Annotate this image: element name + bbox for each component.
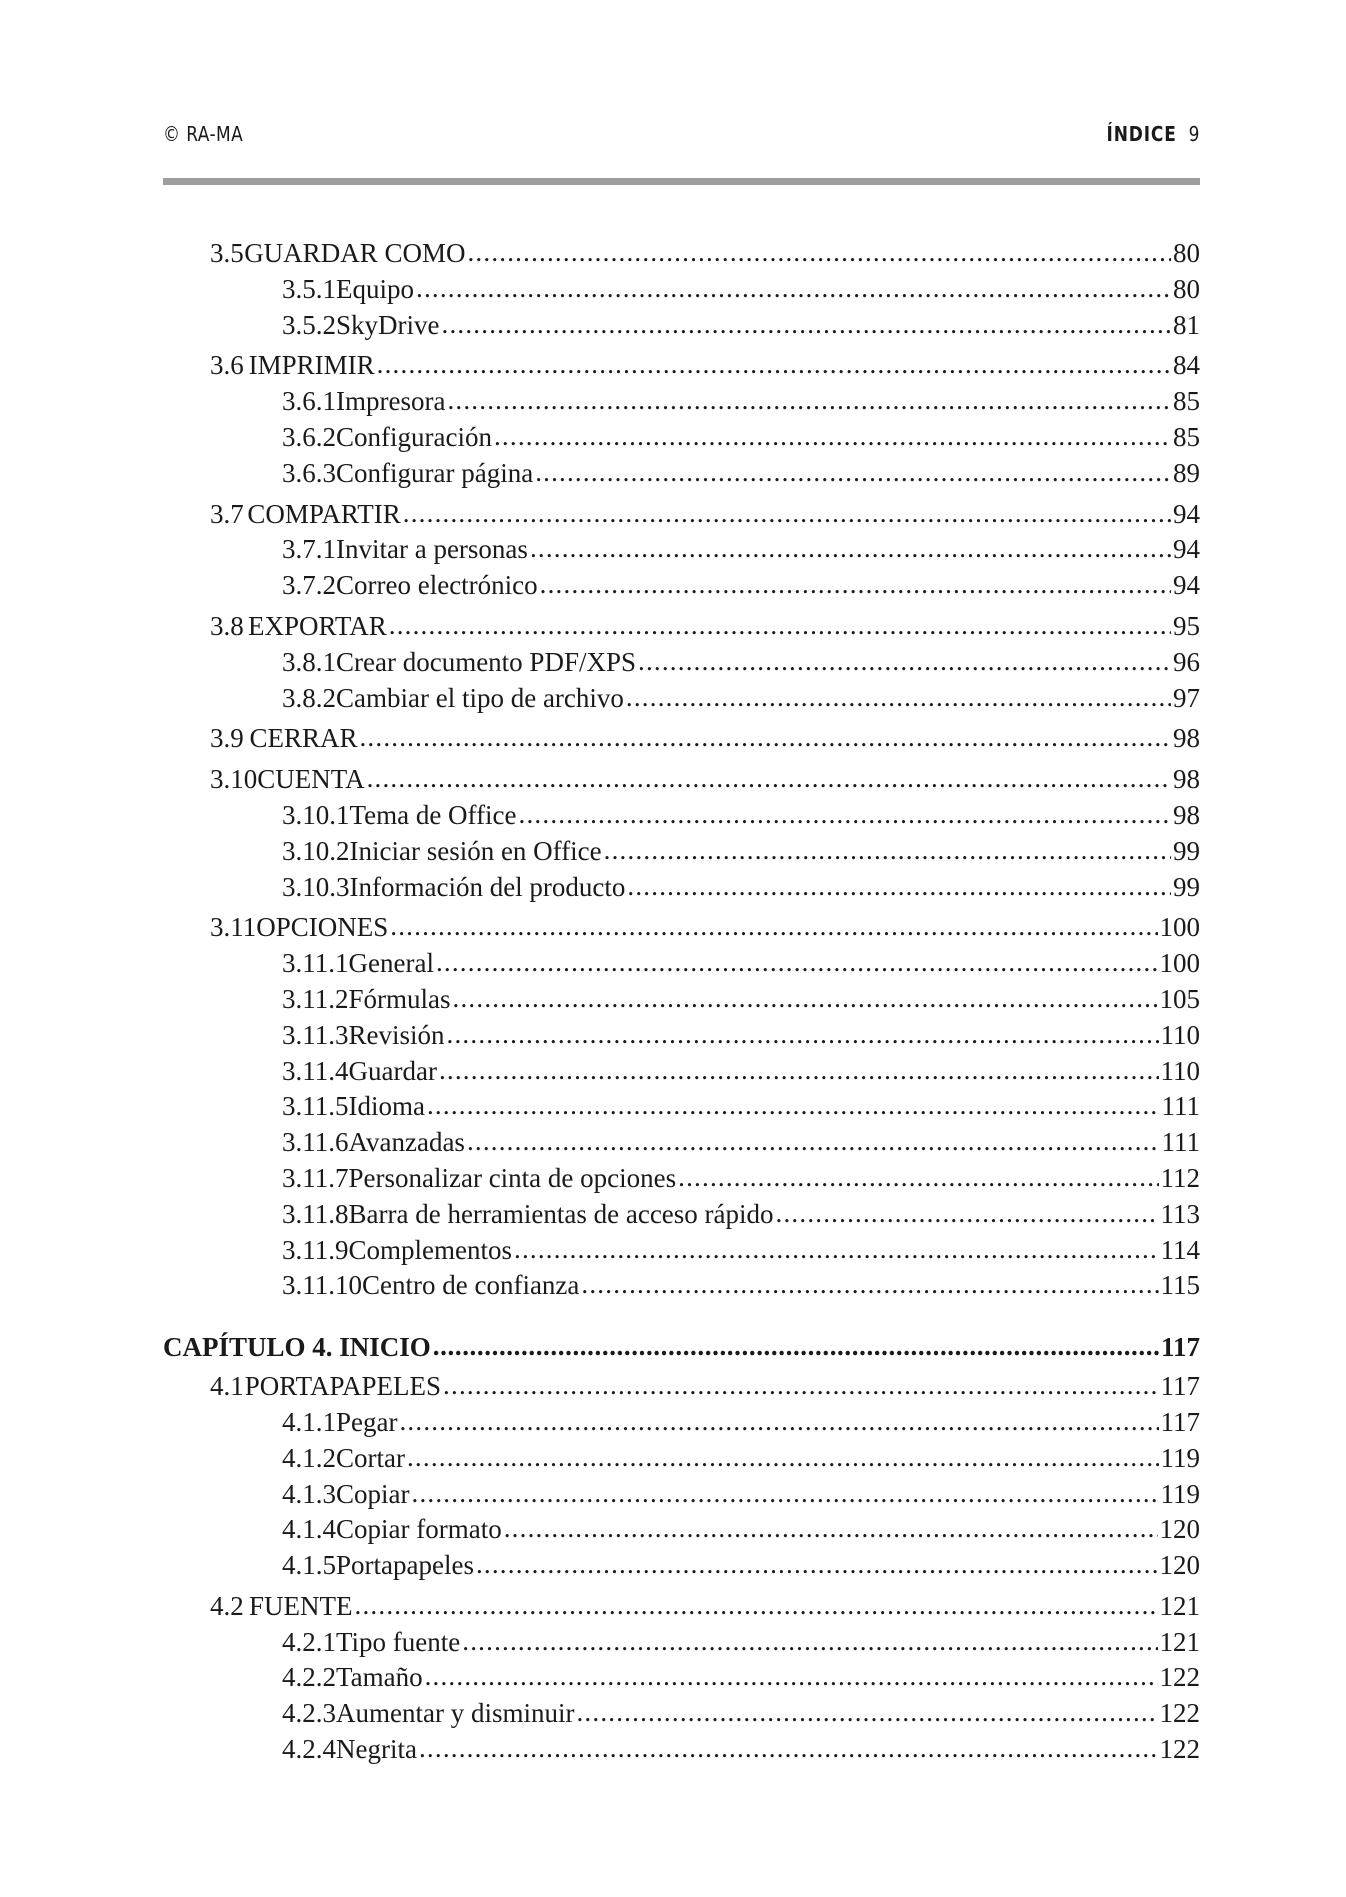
- dot-leader: [412, 1476, 1159, 1512]
- toc-entry-title: Guardar: [348, 1055, 437, 1086]
- dot-leader: [355, 1588, 1158, 1624]
- dot-leader: [377, 347, 1171, 383]
- toc-entry-page: 117: [1160, 1332, 1200, 1363]
- toc-entry-page: 121: [1159, 1590, 1200, 1621]
- toc-entry-title: Cambiar el tipo de archivo: [336, 682, 624, 713]
- toc-entry-page: 80: [1173, 238, 1200, 268]
- dot-leader: [433, 1327, 1159, 1365]
- toc-entry-number: 3.11.2: [282, 983, 349, 1014]
- toc-entry-title: Impresora: [336, 386, 446, 417]
- dot-leader: [389, 608, 1171, 644]
- toc-entry-number: 4.2.1: [282, 1626, 336, 1657]
- toc-entry-page: 120: [1159, 1550, 1200, 1581]
- toc-entry-page: 98: [1173, 723, 1200, 754]
- toc-entry[interactable]: [163, 1268, 1200, 1304]
- dot-leader: [447, 383, 1171, 419]
- page-number: 9: [1188, 122, 1200, 146]
- toc-entry[interactable]: [163, 384, 1200, 420]
- header-right: [1106, 122, 1200, 146]
- toc-entry-number: 3.7.1: [282, 534, 336, 565]
- toc-entry-page: 105: [1159, 983, 1200, 1014]
- running-header: [163, 116, 1200, 152]
- toc-entry[interactable]: [163, 236, 1200, 272]
- toc-entry-title: Avanzadas: [348, 1127, 465, 1158]
- toc-entry-title: Configurar página: [336, 457, 534, 488]
- dot-leader: [439, 1053, 1159, 1089]
- toc-entry-title: Correo electrónico: [336, 570, 538, 601]
- dot-leader: [462, 1624, 1157, 1660]
- dot-leader: [442, 307, 1172, 343]
- toc-entry[interactable]: [163, 1732, 1200, 1768]
- toc-entry-title: Copiar: [336, 1478, 410, 1509]
- dot-leader: [447, 1017, 1159, 1053]
- toc-entry-number: 3.7.2: [282, 570, 336, 601]
- toc-entry-page: 84: [1173, 350, 1200, 381]
- toc-entry-number: 4.2.2: [282, 1662, 336, 1693]
- dot-leader: [638, 644, 1171, 680]
- toc-entry[interactable]: [163, 762, 1200, 798]
- toc-entry-title: Aumentar y disminuir: [336, 1698, 575, 1729]
- dot-leader: [627, 869, 1171, 905]
- toc-entry-page: 96: [1173, 646, 1200, 677]
- toc-entry-number: 3.9: [210, 723, 244, 754]
- toc-entry-page: 95: [1173, 610, 1200, 641]
- toc-entry-page: 110: [1160, 1019, 1200, 1050]
- dot-leader: [626, 680, 1171, 716]
- toc-entry-number: 4.1.1: [282, 1406, 336, 1437]
- publisher-mark: © RA-MA: [163, 122, 244, 146]
- toc-entry-page: 98: [1173, 799, 1200, 830]
- toc-entry[interactable]: [163, 1441, 1200, 1477]
- toc-entry-number: 3.11.6: [282, 1127, 349, 1158]
- toc-entry-title: Centro de confianza: [362, 1270, 580, 1301]
- toc-entry-title: EXPORTAR: [248, 610, 387, 641]
- toc-entry-page: 97: [1173, 682, 1200, 713]
- toc-entry-title: Tamaño: [336, 1662, 423, 1693]
- toc-entry[interactable]: [163, 1625, 1200, 1661]
- dot-leader: [416, 271, 1171, 307]
- toc-entry-number: 4.1: [210, 1371, 244, 1402]
- toc-entry[interactable]: [163, 1197, 1200, 1233]
- toc-entry-title: Crear documento PDF/XPS: [336, 646, 636, 677]
- toc-entry-number: 3.6: [210, 350, 244, 381]
- toc-entry-page: 89: [1173, 457, 1200, 488]
- toc-entry-number: 3.6.2: [282, 421, 336, 452]
- toc-entry-page: 94: [1173, 534, 1200, 565]
- dot-leader: [604, 833, 1171, 869]
- toc-entry-number: 3.10.3: [282, 871, 350, 902]
- toc-entry[interactable]: [163, 1018, 1200, 1054]
- dot-leader: [467, 1124, 1160, 1160]
- toc-entry-number: 3.11.8: [282, 1198, 349, 1229]
- table-of-contents: [163, 236, 1200, 1768]
- toc-entry[interactable]: [163, 910, 1200, 946]
- dot-leader: [535, 455, 1171, 491]
- toc-entry-number: 3.5.1: [282, 273, 336, 304]
- toc-entry[interactable]: [163, 568, 1200, 604]
- toc-entry-title: SkyDrive: [336, 309, 440, 340]
- toc-entry-title: Tipo fuente: [336, 1626, 461, 1657]
- dot-leader: [367, 761, 1171, 797]
- toc-entry-title: Equipo: [336, 273, 414, 304]
- dot-leader: [359, 720, 1171, 756]
- toc-entry-number: 3.7: [210, 498, 244, 529]
- toc-entry-page: 80: [1173, 273, 1200, 304]
- dot-leader: [530, 531, 1171, 567]
- toc-entry[interactable]: [163, 1589, 1200, 1625]
- toc-entry-title: Personalizar cinta de opciones: [348, 1162, 677, 1193]
- toc-entry[interactable]: [163, 1548, 1200, 1584]
- toc-entry-title: Negrita: [336, 1734, 417, 1765]
- toc-entry-number: 3.11.1: [282, 948, 349, 979]
- toc-entry-page: 121: [1159, 1626, 1200, 1657]
- toc-entry-page: 100: [1159, 948, 1200, 979]
- toc-entry-title: IMPRIMIR: [248, 350, 375, 381]
- toc-entry[interactable]: [163, 497, 1200, 533]
- toc-entry-title: Configuración: [336, 421, 492, 452]
- toc-entry[interactable]: [163, 308, 1200, 344]
- toc-entry-title: FUENTE: [249, 1590, 353, 1621]
- toc-entry-title: Idioma: [348, 1091, 425, 1122]
- toc-entry-number: 4.2.4: [282, 1734, 336, 1765]
- toc-entry-title: Fórmulas: [348, 983, 451, 1014]
- toc-entry-number: 3.11.7: [282, 1162, 349, 1193]
- toc-entry-title: Invitar a personas: [336, 534, 528, 565]
- dot-leader: [443, 1368, 1158, 1404]
- toc-entry[interactable]: [163, 681, 1200, 717]
- toc-entry-page: 122: [1159, 1734, 1200, 1765]
- toc-entry-title: Copiar formato: [336, 1514, 502, 1545]
- toc-entry-title: Barra de herramientas de acceso rápido: [348, 1198, 774, 1229]
- toc-entry-page: 94: [1173, 498, 1200, 529]
- toc-entry-page: 120: [1159, 1514, 1200, 1545]
- toc-entry-number: 3.8: [210, 610, 244, 641]
- dot-leader: [390, 909, 1157, 945]
- dot-leader: [504, 1511, 1158, 1547]
- toc-entry[interactable]: [163, 645, 1200, 681]
- toc-entry[interactable]: [163, 348, 1200, 384]
- toc-entry-page: 100: [1159, 912, 1200, 943]
- toc-entry-page: 111: [1161, 1127, 1200, 1158]
- dot-leader: [436, 945, 1158, 981]
- toc-entry-page: 117: [1160, 1406, 1200, 1437]
- toc-entry-number: 4.1.5: [282, 1550, 336, 1581]
- dot-leader: [494, 419, 1171, 455]
- dot-leader: [407, 1440, 1159, 1476]
- toc-entry-page: 94: [1173, 570, 1200, 601]
- toc-entry-page: 122: [1159, 1662, 1200, 1693]
- toc-entry[interactable]: [163, 609, 1200, 645]
- toc-entry[interactable]: [163, 1512, 1200, 1548]
- toc-entry-title: OPCIONES: [256, 912, 389, 943]
- toc-entry-number: 3.5.2: [282, 309, 336, 340]
- toc-entry-title: Tema de Office: [349, 799, 517, 830]
- dot-leader: [453, 981, 1158, 1017]
- toc-entry-number: 3.11.5: [282, 1091, 349, 1122]
- toc-entry-title: Cortar: [336, 1442, 405, 1473]
- toc-entry-number: 4.2: [210, 1590, 244, 1621]
- toc-chapter-entry[interactable]: [163, 1328, 1200, 1366]
- toc-entry-page: 99: [1173, 871, 1200, 902]
- toc-entry-number: 3.10.1: [282, 799, 350, 830]
- dot-leader: [514, 1232, 1159, 1268]
- header-rule: [163, 178, 1200, 185]
- toc-entry-page: 112: [1160, 1162, 1200, 1193]
- toc-entry-page: 117: [1160, 1371, 1200, 1402]
- toc-entry[interactable]: [163, 1405, 1200, 1441]
- toc-entry[interactable]: [163, 1233, 1200, 1269]
- toc-entry-number: 3.11.9: [282, 1234, 349, 1265]
- dot-leader: [519, 797, 1171, 833]
- dot-leader: [581, 1267, 1158, 1303]
- toc-entry-page: 111: [1161, 1091, 1200, 1122]
- toc-entry-number: 3.11.4: [282, 1055, 349, 1086]
- toc-entry-number: 3.11.3: [282, 1019, 349, 1050]
- toc-entry-page: 114: [1160, 1234, 1200, 1265]
- toc-entry-title: Revisión: [348, 1019, 445, 1050]
- toc-entry-title: Iniciar sesión en Office: [349, 835, 602, 866]
- dot-leader: [576, 1695, 1157, 1731]
- toc-entry[interactable]: [163, 721, 1200, 757]
- toc-entry[interactable]: [163, 1696, 1200, 1732]
- toc-entry[interactable]: [163, 870, 1200, 906]
- toc-entry-page: 122: [1159, 1698, 1200, 1729]
- dot-leader: [467, 235, 1171, 271]
- toc-entry-page: 119: [1160, 1442, 1200, 1473]
- toc-entry-title: COMPARTIR: [247, 498, 401, 529]
- toc-entry[interactable]: [163, 1089, 1200, 1125]
- toc-entry[interactable]: [163, 420, 1200, 456]
- toc-entry-number: 3.6.1: [282, 386, 336, 417]
- toc-entry-title: General: [348, 948, 434, 979]
- toc-entry-page: 81: [1173, 309, 1200, 340]
- toc-entry-page: 85: [1173, 421, 1200, 452]
- toc-entry-number: 3.10.2: [282, 835, 350, 866]
- dot-leader: [403, 496, 1171, 532]
- toc-entry-number: 4.1.3: [282, 1478, 336, 1509]
- toc-entry[interactable]: [163, 1125, 1200, 1161]
- toc-entry-page: 113: [1160, 1198, 1200, 1229]
- dot-leader: [540, 567, 1171, 603]
- dot-leader: [776, 1196, 1159, 1232]
- toc-entry-number: 4.1.2: [282, 1442, 336, 1473]
- dot-leader: [419, 1731, 1158, 1767]
- toc-entry-title: CAPÍTULO 4. INICIO: [163, 1332, 431, 1363]
- toc-entry-title: Portapapeles: [336, 1550, 474, 1581]
- toc-entry-number: 4.2.3: [282, 1698, 336, 1729]
- toc-entry-number: 3.6.3: [282, 457, 336, 488]
- dot-leader: [678, 1160, 1158, 1196]
- toc-entry[interactable]: [163, 834, 1200, 870]
- toc-entry-number: 3.8.1: [282, 646, 336, 677]
- toc-entry[interactable]: [163, 272, 1200, 308]
- toc-entry-title: Pegar: [336, 1406, 398, 1437]
- toc-entry-title: Información del producto: [349, 871, 626, 902]
- toc-entry[interactable]: [163, 1477, 1200, 1513]
- dot-leader: [425, 1659, 1158, 1695]
- toc-entry-number: 3.10: [210, 764, 258, 795]
- toc-entry-page: 99: [1173, 835, 1200, 866]
- toc-entry-number: 4.1.4: [282, 1514, 336, 1545]
- toc-entry-page: 85: [1173, 386, 1200, 417]
- toc-entry[interactable]: [163, 456, 1200, 492]
- toc-entry[interactable]: [163, 1369, 1200, 1405]
- toc-entry[interactable]: [163, 982, 1200, 1018]
- toc-entry-number: 3.11.10: [282, 1270, 362, 1301]
- toc-entry-title: CERRAR: [249, 723, 358, 754]
- section-name: ÍNDICE: [1106, 122, 1177, 146]
- toc-entry-page: 115: [1160, 1270, 1200, 1301]
- toc-entry-title: Complementos: [348, 1234, 512, 1265]
- dot-leader: [399, 1404, 1158, 1440]
- dot-leader: [427, 1088, 1160, 1124]
- toc-entry-number: 3.11: [210, 912, 257, 943]
- toc-entry[interactable]: [163, 798, 1200, 834]
- toc-entry-page: 98: [1173, 764, 1200, 795]
- toc-entry-title: PORTAPAPELES: [244, 1371, 442, 1402]
- toc-entry[interactable]: [163, 1054, 1200, 1090]
- toc-entry-page: 119: [1160, 1478, 1200, 1509]
- toc-entry[interactable]: [163, 532, 1200, 568]
- toc-entry-title: CUENTA: [257, 764, 365, 795]
- toc-entry[interactable]: [163, 1161, 1200, 1197]
- toc-entry-number: 3.5: [210, 238, 244, 268]
- toc-entry[interactable]: [163, 946, 1200, 982]
- toc-entry-number: 3.8.2: [282, 682, 336, 713]
- toc-entry-title: GUARDAR COMO: [244, 238, 466, 268]
- toc-entry[interactable]: [163, 1660, 1200, 1696]
- toc-entry-page: 110: [1160, 1055, 1200, 1086]
- dot-leader: [476, 1547, 1158, 1583]
